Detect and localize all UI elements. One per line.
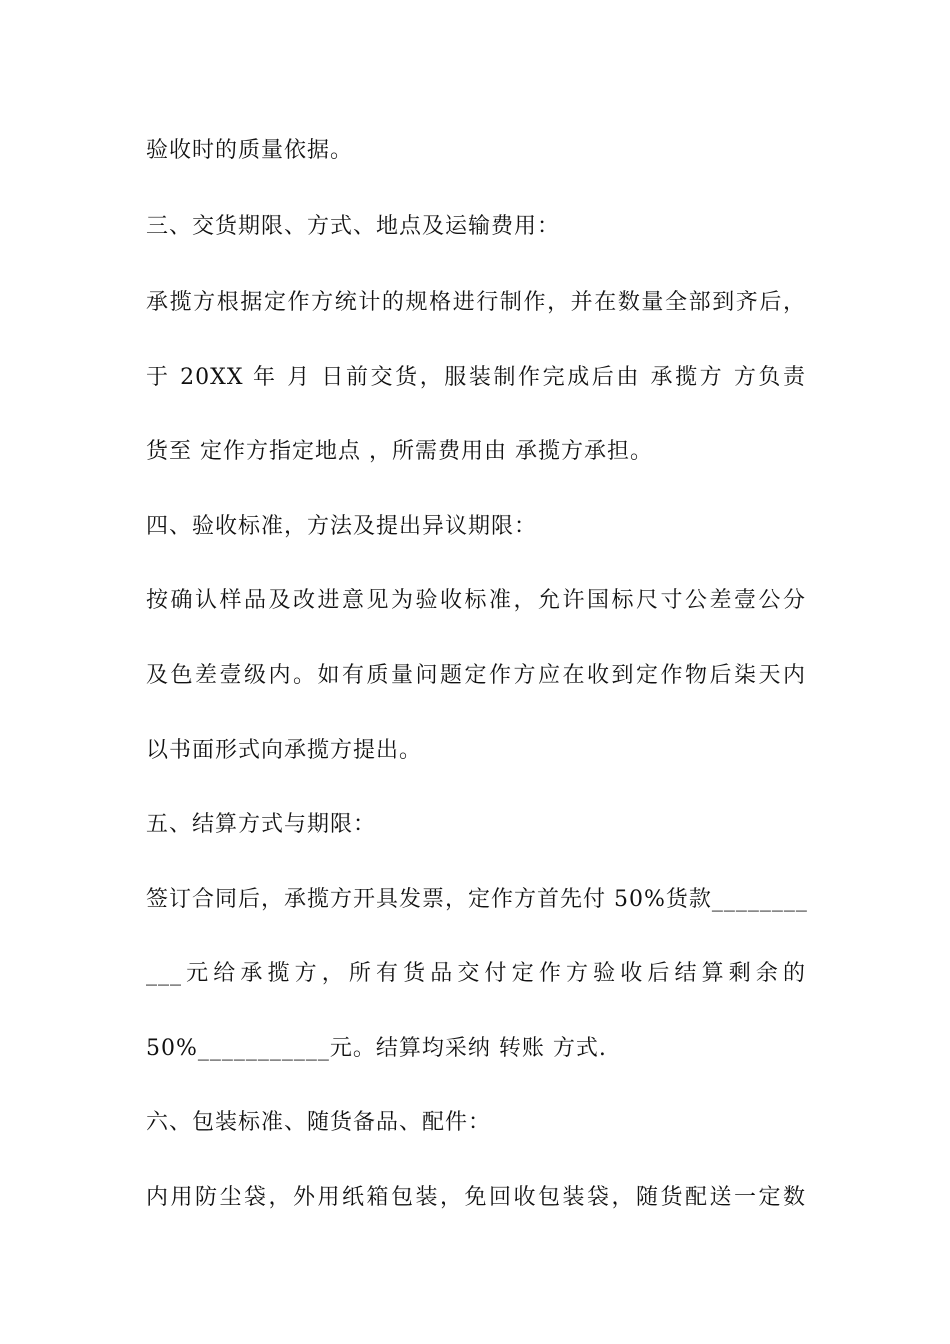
paragraph-line: 验收时的质量依据。 — [146, 138, 354, 163]
section-heading-3: 三、交货期限、方式、地点及运输费用： — [146, 214, 561, 239]
paragraph-line: 于 20XX 年 月 日前交货，服装制作完成后由 承揽方 方负责 — [146, 365, 806, 390]
paragraph-line: 签订合同后，承揽方开具发票，定作方首先付 50%货款________ — [146, 887, 808, 912]
section-heading-4: 四、验收标准，方法及提出异议期限： — [146, 514, 538, 539]
paragraph-line: ___元给承揽方，所有货品交付定作方验收后结算剩余的 — [146, 961, 806, 986]
paragraph-line: 承揽方根据定作方统计的规格进行制作，并在数量全部到齐后， — [146, 290, 806, 315]
section-heading-5: 五、结算方式与期限： — [146, 812, 377, 837]
paragraph-line: 以书面形式向承揽方提出。 — [146, 738, 423, 763]
paragraph-line: 内用防尘袋，外用纸箱包装，免回收包装袋，随货配送一定数 — [146, 1185, 806, 1210]
section-heading-6: 六、包装标准、随货备品、配件： — [146, 1110, 492, 1135]
paragraph-line: 货至 定作方指定地点 ，所需费用由 承揽方承担。 — [146, 439, 653, 464]
paragraph-line: 按确认样品及改进意见为验收标准，允许国标尺寸公差壹公分 — [146, 588, 806, 613]
paragraph-line: 及色差壹级内。如有质量问题定作方应在收到定作物后柒天内 — [146, 663, 806, 688]
paragraph-line: 50%___________元。结算均采纳 转账 方式. — [146, 1036, 607, 1061]
